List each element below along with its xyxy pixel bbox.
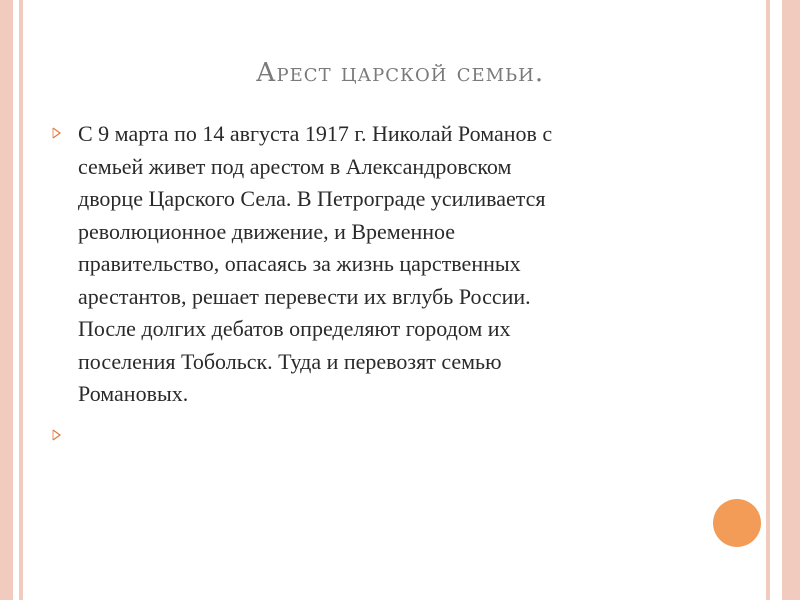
frame-left-outer-stripe (0, 0, 13, 600)
bullet-marker-icon (52, 429, 62, 441)
slide-title: Арест царской семьи. (255, 58, 545, 88)
slide-content (50, 118, 700, 451)
frame-right-inner-stripe (766, 0, 770, 600)
bullet-item (50, 118, 700, 411)
bullet-text: С 9 марта по 14 августа 1917 г. Николай Романов с семьей живет под арестом в Александровском дворце Царского Села. В Петрограде усиливается революционное движение, и Временное правительство, опасаясь за жизнь царственных арестантов, решает перевести их вглубь России. После долгих дебатов определяют городом их поселения Тобольск. Туда и перевозят семью Романовых. (78, 121, 553, 406)
frame-left-inner-stripe (19, 0, 23, 600)
bullet-item-empty (50, 419, 700, 451)
bullet-marker-icon (52, 127, 62, 139)
frame-right-outer-stripe (782, 0, 800, 600)
decorative-circle (713, 499, 761, 547)
